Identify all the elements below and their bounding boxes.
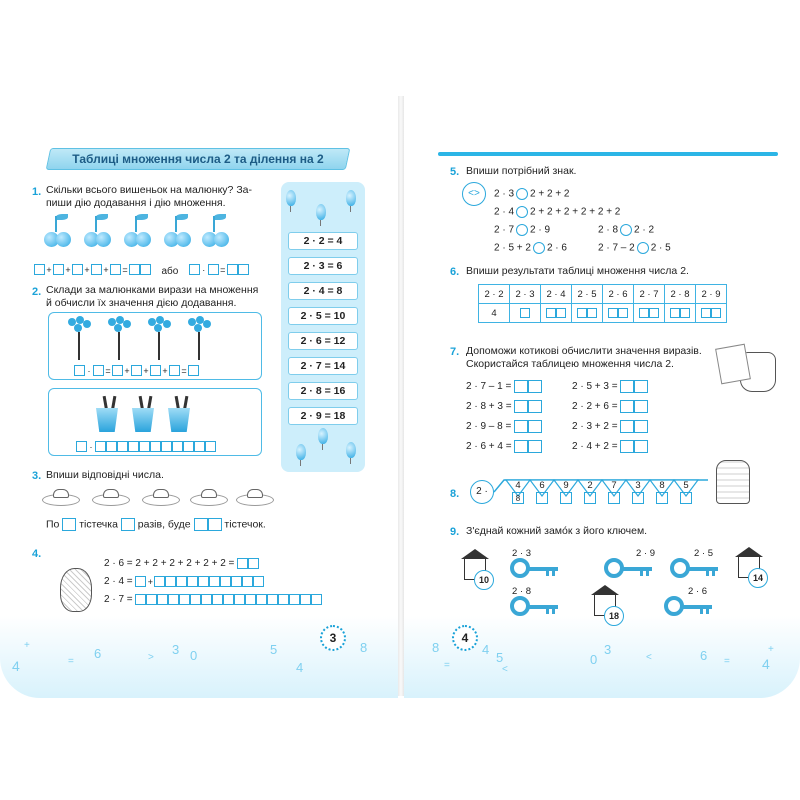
task7-right-3: [572, 420, 648, 433]
answer-box[interactable]: [93, 365, 104, 376]
table-header-cell: 2 · 2: [479, 285, 510, 304]
key-2x9[interactable]: [604, 564, 652, 574]
balloon-icon: [286, 190, 296, 206]
balloon-icon: [316, 204, 326, 220]
sentence-part: разів, буде: [137, 518, 191, 531]
task2-text-1: Склади за малюнками вирази на множення: [46, 284, 259, 296]
flower-icon: [106, 316, 132, 362]
flag-answer-box: 8: [512, 492, 524, 504]
task3-number: 3.: [32, 470, 42, 482]
page-title: Таблиці множення числа 2 та ділення на 2: [72, 152, 324, 166]
task7-left-3: [466, 420, 542, 433]
fact-2x5: 2 · 5 = 10: [288, 307, 358, 325]
expression: 2 · 2 + 6 =: [572, 401, 618, 413]
table-answer-cell[interactable]: [665, 304, 696, 323]
cherry-icon: [162, 216, 192, 250]
answer-box[interactable]: [227, 264, 238, 275]
task7-right-2: [572, 400, 648, 413]
answer-box[interactable]: [634, 420, 648, 433]
answer-box[interactable]: [131, 365, 142, 376]
sentence-part: тістечок.: [224, 518, 266, 531]
header-rule: [438, 152, 778, 156]
answer-box[interactable]: [528, 400, 542, 413]
answer-box[interactable]: [146, 594, 157, 605]
table-answer-row: [479, 304, 727, 323]
page-number: 3: [320, 625, 346, 651]
answer-box[interactable]: [34, 264, 45, 275]
expression: 2 · 9 – 8 =: [466, 421, 512, 433]
answer-box[interactable]: [237, 558, 248, 569]
task7-left-1: [466, 380, 542, 393]
digit-deco: 8: [360, 640, 368, 655]
key-label: 2 · 3: [512, 548, 532, 559]
answer-box[interactable]: [209, 576, 220, 587]
key-2x6[interactable]: [664, 602, 712, 612]
answer-box[interactable]: [176, 576, 187, 587]
expression-right: 2 · 6: [546, 242, 567, 254]
answer-box[interactable]: [234, 594, 245, 605]
answer-box[interactable]: [634, 440, 648, 453]
plus-icon: +: [24, 640, 30, 651]
cup-icon: [168, 408, 190, 432]
balloon-icon: [296, 444, 306, 460]
answer-box[interactable]: [179, 594, 190, 605]
key-label: 2 · 8: [512, 586, 532, 597]
lock-label: 10: [474, 570, 494, 590]
cake-plate-icon: [92, 494, 130, 506]
task5-row-2: [494, 206, 620, 218]
answer-box[interactable]: [62, 518, 76, 531]
flag-answer-box[interactable]: [656, 492, 668, 504]
answer-box[interactable]: [198, 576, 209, 587]
answer-box[interactable]: [245, 594, 256, 605]
sign-circle[interactable]: [620, 224, 632, 236]
or-word: або: [161, 266, 179, 277]
table-header-cell: 2 · 4: [541, 285, 572, 304]
task4-expression: 2 · 6 = 2 + 2 + 2 + 2 + 2 + 2 =: [104, 558, 235, 570]
answer-box[interactable]: [242, 576, 253, 587]
answer-box[interactable]: [194, 441, 205, 452]
digit-deco: 3: [604, 642, 612, 657]
flag-label: 5: [683, 480, 689, 491]
answer-box[interactable]: [129, 264, 140, 275]
answer-box[interactable]: [311, 594, 322, 605]
table-answer-cell[interactable]: [541, 304, 572, 323]
answer-box[interactable]: [208, 264, 219, 275]
flag-label: 3: [635, 480, 641, 491]
task8-start: 2 ·: [470, 480, 494, 504]
cherry-icon: [122, 216, 152, 250]
expression: 2 · 3 + 2 =: [572, 421, 618, 433]
answer-box[interactable]: [76, 441, 87, 452]
answer-box[interactable]: [528, 420, 542, 433]
answer-box[interactable]: [620, 380, 634, 393]
answer-box[interactable]: [208, 518, 222, 531]
task5-row-3b: [598, 224, 654, 236]
task7-left-2: [466, 400, 542, 413]
answer-box[interactable]: [72, 264, 83, 275]
hedgehog-icon: [60, 568, 92, 612]
task1-number: 1.: [32, 186, 42, 198]
flower-icon: [146, 316, 172, 362]
expression: 2 · 4 + 2 =: [572, 441, 618, 453]
multiplication-table: [478, 284, 727, 323]
task2-answer-row-2: ·: [76, 438, 216, 456]
compare-signs-icon: <>: [462, 182, 486, 206]
answer-box[interactable]: [223, 594, 234, 605]
answer-box[interactable]: [278, 594, 289, 605]
flag-answer-box[interactable]: [680, 492, 692, 504]
answer-box[interactable]: [188, 365, 199, 376]
less-icon: <: [646, 652, 652, 663]
table-header-cell: 2 · 6: [603, 285, 634, 304]
lock-14[interactable]: [738, 556, 766, 584]
cherry-icon: [82, 216, 112, 250]
task4-expression: 2 · 4 =: [104, 576, 133, 588]
expression-left: 2 · 3: [494, 188, 515, 200]
digit-deco: 4: [296, 660, 304, 675]
task8-number: 8.: [450, 488, 460, 500]
expression-left: 2 · 5 + 2: [494, 242, 531, 254]
answer-box[interactable]: [91, 264, 102, 275]
fact-2x9: 2 · 9 = 18: [288, 407, 358, 425]
task5-text: Впиши потрібний знак.: [466, 165, 577, 177]
answer-box[interactable]: [189, 264, 200, 275]
answer-box[interactable]: [183, 441, 194, 452]
answer-box[interactable]: [161, 441, 172, 452]
book-spine: [398, 96, 404, 696]
key-label: 2 · 5: [694, 548, 714, 559]
fact-2x3: 2 · 3 = 6: [288, 257, 358, 275]
cup-icon: [96, 408, 118, 432]
answer-box[interactable]: [95, 441, 106, 452]
answer-box[interactable]: [135, 576, 146, 587]
table-header-cell: 2 · 7: [634, 285, 665, 304]
answer-box[interactable]: [620, 440, 634, 453]
answer-box[interactable]: [117, 441, 128, 452]
answer-box[interactable]: [514, 440, 528, 453]
flower-icon: [66, 316, 92, 362]
answer-box[interactable]: [135, 594, 146, 605]
answer-box[interactable]: [169, 365, 180, 376]
task5-number: 5.: [450, 166, 460, 178]
fact-2x8: 2 · 8 = 16: [288, 382, 358, 400]
answer-box[interactable]: [154, 576, 165, 587]
flag-answer-box[interactable]: [584, 492, 596, 504]
expression-left: 2 · 4: [494, 206, 515, 218]
task7-number: 7.: [450, 346, 460, 358]
digit-deco: 0: [590, 652, 598, 667]
digit-deco: 5: [270, 642, 278, 657]
table-answer-cell[interactable]: [634, 304, 665, 323]
expression-right: 2 + 2 + 2: [530, 188, 570, 200]
flag-label: 4: [515, 480, 521, 491]
expression-left: 2 · 8: [598, 224, 619, 236]
task9-text: З'єднай кожний замо́к з його ключем.: [466, 525, 648, 537]
answer-box[interactable]: [190, 594, 201, 605]
answer-box[interactable]: [528, 440, 542, 453]
table-header-cell: 2 · 3: [510, 285, 541, 304]
answer-box[interactable]: [205, 441, 216, 452]
answer-box[interactable]: [140, 264, 151, 275]
cherry-icon: [200, 216, 230, 250]
digit-deco: 3: [172, 642, 180, 657]
sign-circle[interactable]: [516, 206, 528, 218]
fact-2x6: 2 · 6 = 12: [288, 332, 358, 350]
key-2x8[interactable]: [510, 602, 558, 612]
expression-right: 2 · 9: [530, 224, 551, 236]
answer-box[interactable]: [238, 264, 249, 275]
fact-2x2: 2 · 2 = 4: [288, 232, 358, 250]
task1-text-2: пиши дію додавання і дію множення.: [46, 197, 226, 209]
answer-box[interactable]: [514, 400, 528, 413]
digit-deco: 4: [762, 656, 770, 672]
expression: 2 · 8 + 3 =: [466, 401, 512, 413]
table-header-cell: 2 · 8: [665, 285, 696, 304]
answer-box[interactable]: [74, 365, 85, 376]
pencil-character-icon: [716, 460, 750, 504]
greater-icon: >: [148, 652, 154, 663]
lock-10[interactable]: [464, 558, 492, 586]
less-icon: <: [502, 664, 508, 675]
task9-number: 9.: [450, 526, 460, 538]
cup-icon: [132, 408, 154, 432]
task3-text: Впиши відповідні числа.: [46, 469, 164, 481]
lock-18[interactable]: [594, 594, 622, 622]
digit-deco: 4: [482, 642, 490, 657]
key-label: 2 · 9: [636, 548, 656, 559]
page-number: 4: [452, 625, 478, 651]
key-2x5[interactable]: [670, 564, 718, 574]
sentence-part: тістечка: [79, 518, 118, 531]
table-answer-cell: 4: [479, 304, 510, 323]
flag-label: 7: [611, 480, 617, 491]
flag-label: 2: [587, 480, 593, 491]
task4-number: 4.: [32, 548, 42, 560]
flag-answer-box[interactable]: [536, 492, 548, 504]
answer-box[interactable]: [514, 420, 528, 433]
answer-box[interactable]: [201, 594, 212, 605]
flag-answer-box[interactable]: [560, 492, 572, 504]
answer-box[interactable]: [267, 594, 278, 605]
task7-left-4: [466, 440, 542, 453]
expression: 2 · 6 + 4 =: [466, 441, 512, 453]
answer-box[interactable]: [128, 441, 139, 452]
equals-icon: =: [68, 656, 74, 667]
flag-label: 9: [563, 480, 569, 491]
answer-box[interactable]: [256, 594, 267, 605]
table-answer-cell[interactable]: [510, 304, 541, 323]
answer-box[interactable]: [106, 441, 117, 452]
answer-box[interactable]: [157, 594, 168, 605]
task1-text-1: Скільки всього вишеньок на малюнку? За-: [46, 184, 252, 196]
cake-plate-icon: [42, 494, 80, 506]
task5-row-4: [494, 242, 567, 254]
table-answer-cell[interactable]: [572, 304, 603, 323]
flower-icon: [186, 316, 212, 362]
flag-label: 8: [659, 480, 665, 491]
digit-deco: 5: [496, 650, 504, 665]
answer-box[interactable]: [528, 380, 542, 393]
task5-row-1: [494, 188, 570, 200]
task7-text-2: Скористайся таблицею множення числа 2.: [466, 358, 674, 370]
cake-plate-icon: [236, 494, 274, 506]
sign-circle[interactable]: [533, 242, 545, 254]
answer-box[interactable]: [289, 594, 300, 605]
answer-box[interactable]: [212, 594, 223, 605]
task7-text-1: Допоможи котикові обчислити значення виразів.: [466, 345, 702, 357]
table-header-cell: 2 · 5: [572, 285, 603, 304]
table-answer-cell[interactable]: [603, 304, 634, 323]
balloon-icon: [346, 190, 356, 206]
answer-box[interactable]: [194, 518, 208, 531]
answer-box[interactable]: [165, 576, 176, 587]
digit-deco: 0: [190, 648, 198, 663]
lock-label: 18: [604, 606, 624, 626]
fact-2x4: 2 · 4 = 8: [288, 282, 358, 300]
answer-box[interactable]: [300, 594, 311, 605]
task4-row-1: [104, 558, 259, 569]
task4-row-3: [104, 594, 322, 605]
answer-box[interactable]: [121, 518, 135, 531]
task7-right-4: [572, 440, 648, 453]
expression-right: 2 + 2 + 2 + 2 + 2 + 2: [530, 206, 621, 218]
equals-icon: =: [444, 660, 450, 671]
answer-box[interactable]: [168, 594, 179, 605]
equals-icon: =: [724, 656, 730, 667]
sign-circle[interactable]: [516, 188, 528, 200]
answer-box[interactable]: [110, 264, 121, 275]
key-label: 2 · 6: [688, 586, 708, 597]
answer-box[interactable]: [150, 441, 161, 452]
answer-box[interactable]: [150, 365, 161, 376]
answer-box[interactable]: [514, 380, 528, 393]
flag-answer-box[interactable]: [608, 492, 620, 504]
answer-box[interactable]: [634, 400, 648, 413]
digit-deco: 6: [700, 648, 708, 663]
cherry-icon: [42, 216, 72, 250]
task6-number: 6.: [450, 266, 460, 278]
answer-box[interactable]: [172, 441, 183, 452]
digit-deco: 6: [94, 646, 102, 661]
digit-deco: 8: [432, 640, 440, 655]
task4-row-2: 2 · 4 = +: [104, 576, 264, 587]
answer-box[interactable]: [248, 558, 259, 569]
sentence-part: По: [46, 518, 60, 531]
answer-box[interactable]: [253, 576, 264, 587]
answer-box[interactable]: [620, 420, 634, 433]
expression-right: 2 · 5: [650, 242, 671, 254]
balloon-icon: [318, 428, 328, 444]
answer-box[interactable]: [220, 576, 231, 587]
task6-text: Впиши результати таблиці множення числа 2.: [466, 265, 689, 277]
flag-answer-box[interactable]: [632, 492, 644, 504]
expression: 2 · 7 – 1 =: [466, 381, 512, 393]
task2-number: 2.: [32, 286, 42, 298]
answer-box[interactable]: [231, 576, 242, 587]
plus-icon: +: [768, 644, 774, 655]
task2-answer-row-1: · = + + + =: [74, 362, 199, 380]
task4-expression: 2 · 7 =: [104, 594, 133, 606]
task5-row-3: [494, 224, 550, 236]
table-header-row: [479, 285, 727, 304]
digit-deco: 4: [12, 658, 20, 674]
answer-box[interactable]: [53, 264, 64, 275]
answer-box[interactable]: [620, 400, 634, 413]
task7-right-1: [572, 380, 648, 393]
expression-right: 2 · 2: [634, 224, 655, 236]
expression-left: 2 · 7: [494, 224, 515, 236]
table-answer-cell[interactable]: [696, 304, 727, 323]
task3-sentence: [46, 518, 266, 531]
answer-box[interactable]: [112, 365, 123, 376]
sign-circle[interactable]: [516, 224, 528, 236]
cake-plate-icon: [190, 494, 228, 506]
answer-box[interactable]: [139, 441, 150, 452]
answer-box[interactable]: [634, 380, 648, 393]
expression: 2 · 5 + 3 =: [572, 381, 618, 393]
task1-answer-row: + + + + = або · =: [34, 261, 249, 279]
task2-text-2: й обчисли їх значення дією додавання.: [46, 297, 237, 309]
task5-row-4b: [598, 242, 671, 254]
answer-box[interactable]: [187, 576, 198, 587]
sign-circle[interactable]: [637, 242, 649, 254]
paper-icon: [715, 344, 751, 385]
key-2x3[interactable]: [510, 564, 558, 574]
balloon-icon: [346, 442, 356, 458]
table-header-cell: 2 · 9: [696, 285, 727, 304]
fact-2x7: 2 · 7 = 14: [288, 357, 358, 375]
flag-label: 6: [539, 480, 545, 491]
lock-label: 14: [748, 568, 768, 588]
cake-plate-icon: [142, 494, 180, 506]
expression-left: 2 · 7 – 2: [598, 242, 635, 254]
